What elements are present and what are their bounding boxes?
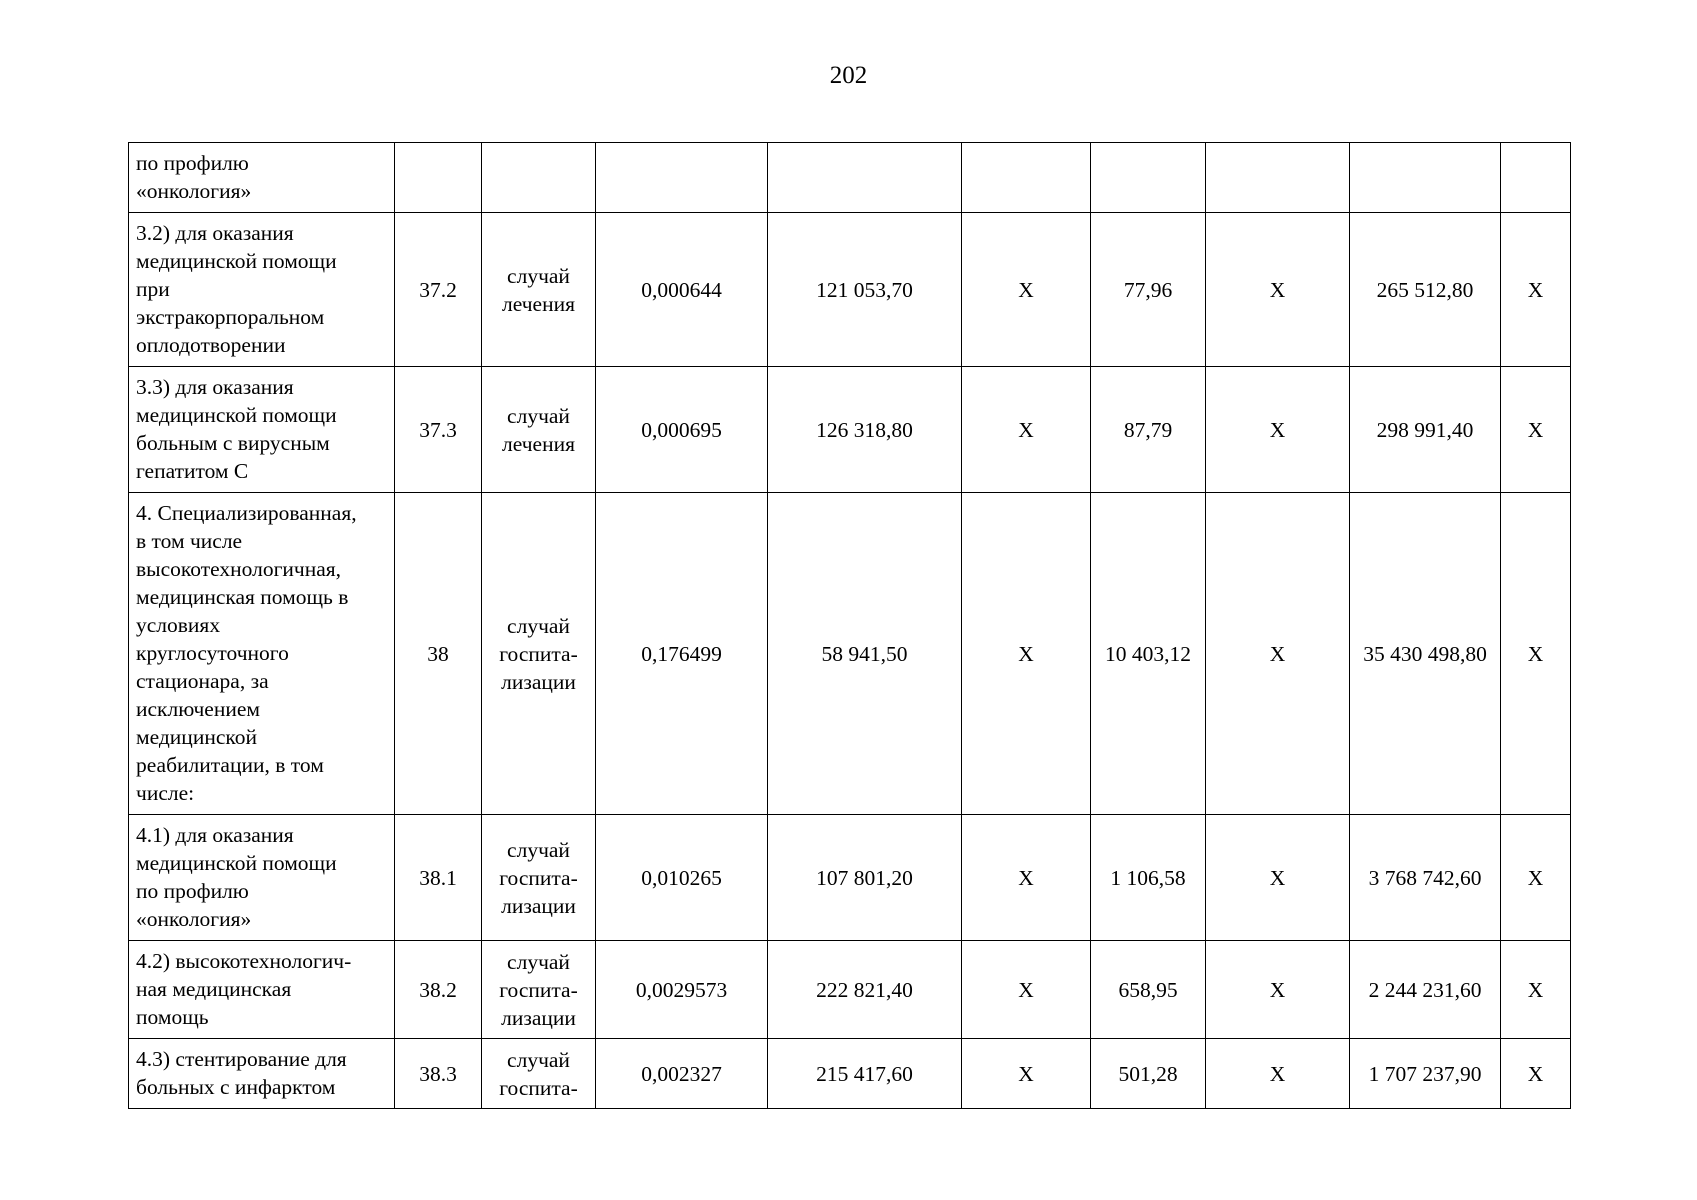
row-name-cell bbox=[129, 493, 395, 815]
cost-cell bbox=[768, 213, 962, 367]
col6-cell bbox=[962, 1039, 1091, 1109]
unit-cell-text: случай госпита- лизации bbox=[499, 949, 578, 1030]
col6-cell-text: X bbox=[1018, 641, 1034, 666]
col8-cell-text: X bbox=[1269, 865, 1286, 890]
unit-cell bbox=[482, 213, 596, 367]
col7-cell-text: 501,28 bbox=[1118, 1061, 1178, 1086]
col10-cell bbox=[1501, 143, 1571, 213]
unit-cell-text: случай госпита- лизации bbox=[499, 837, 578, 918]
col8-cell-text: X bbox=[1269, 1061, 1286, 1086]
col7-cell-text: 87,79 bbox=[1123, 417, 1173, 442]
table-row bbox=[129, 493, 1571, 815]
col10-cell bbox=[1501, 941, 1571, 1039]
unit-cell bbox=[482, 143, 596, 213]
col8-cell bbox=[1206, 143, 1350, 213]
row-name-cell-text: 4.2) высокотехнологич- ная медицинская помощь bbox=[136, 949, 352, 1029]
page-number: 202 bbox=[829, 62, 868, 89]
col7-cell-text: 1 106,58 bbox=[1110, 865, 1186, 890]
col9-cell bbox=[1350, 367, 1501, 493]
norm-cell-text: 0,176499 bbox=[641, 641, 722, 666]
row-number-cell-text: 38.1 bbox=[419, 865, 457, 890]
norm-cell bbox=[596, 941, 768, 1039]
col6-cell-text: X bbox=[1018, 277, 1034, 302]
norm-cell-text: 0,002327 bbox=[641, 1061, 722, 1086]
cost-cell-text: 107 801,20 bbox=[816, 865, 913, 890]
col8-cell bbox=[1206, 1039, 1350, 1109]
col9-cell bbox=[1350, 143, 1501, 213]
col7-cell-text: 77,96 bbox=[1123, 277, 1173, 302]
norm-cell-text: 0,0029573 bbox=[635, 977, 728, 1002]
row-number-cell-text: 38.2 bbox=[419, 977, 457, 1002]
norm-cell bbox=[596, 367, 768, 493]
cost-cell-text: 126 318,80 bbox=[816, 417, 913, 442]
col8-cell bbox=[1206, 815, 1350, 941]
col8-cell-text: X bbox=[1269, 417, 1286, 442]
col8-cell bbox=[1206, 367, 1350, 493]
col6-cell bbox=[962, 493, 1091, 815]
unit-cell bbox=[482, 1039, 596, 1109]
unit-cell bbox=[482, 941, 596, 1039]
row-name-cell-text: 3.3) для оказания медицинской помощи больным с вирусным гепатитом С bbox=[136, 375, 337, 483]
col9-cell bbox=[1350, 213, 1501, 367]
unit-cell bbox=[482, 367, 596, 493]
unit-cell-text: случай госпита- лизации bbox=[499, 613, 578, 694]
norm-cell bbox=[596, 143, 768, 213]
row-number-cell bbox=[395, 815, 482, 941]
col9-cell-text: 265 512,80 bbox=[1376, 277, 1474, 302]
row-name-cell-text: по профилю «онкология» bbox=[136, 151, 252, 203]
unit-cell-text: случай лечения bbox=[502, 403, 575, 456]
col7-cell bbox=[1091, 143, 1206, 213]
row-name-cell-text: 4. Специализированная, в том числе высокотехнологичная, медицинская помощь в условиях круглосуточного стационара, за исключением медицинской реабилитации, в том числе: bbox=[136, 501, 357, 805]
table-row bbox=[129, 143, 1571, 213]
unit-cell-text: случай госпита- bbox=[499, 1047, 578, 1100]
cost-cell bbox=[768, 367, 962, 493]
col7-cell bbox=[1091, 941, 1206, 1039]
norm-cell-text: 0,000644 bbox=[641, 277, 722, 302]
row-number-cell bbox=[395, 493, 482, 815]
row-name-cell bbox=[129, 143, 395, 213]
col7-cell-text: 658,95 bbox=[1118, 977, 1178, 1002]
unit-cell bbox=[482, 493, 596, 815]
col7-cell bbox=[1091, 1039, 1206, 1109]
col6-cell bbox=[962, 815, 1091, 941]
unit-cell-text: случай лечения bbox=[502, 263, 575, 316]
col10-cell bbox=[1501, 815, 1571, 941]
cost-cell bbox=[768, 493, 962, 815]
col9-cell bbox=[1350, 941, 1501, 1039]
col10-cell-text: X bbox=[1527, 865, 1544, 890]
col10-cell-text: X bbox=[1527, 277, 1544, 302]
col10-cell-text: X bbox=[1527, 977, 1544, 1002]
row-number-cell bbox=[395, 1039, 482, 1109]
row-number-cell bbox=[395, 213, 482, 367]
col8-cell-text: X bbox=[1269, 277, 1286, 302]
table-row bbox=[129, 941, 1571, 1039]
col6-cell bbox=[962, 213, 1091, 367]
col10-cell bbox=[1501, 367, 1571, 493]
cost-cell bbox=[768, 815, 962, 941]
col10-cell-text: X bbox=[1527, 417, 1544, 442]
col8-cell bbox=[1206, 493, 1350, 815]
col9-cell bbox=[1350, 1039, 1501, 1109]
col8-cell-text: X bbox=[1269, 641, 1286, 666]
col10-cell bbox=[1501, 493, 1571, 815]
col10-cell bbox=[1501, 1039, 1571, 1109]
norm-cell bbox=[596, 1039, 768, 1109]
norm-cell bbox=[596, 815, 768, 941]
col9-cell-text: 1 707 237,90 bbox=[1368, 1061, 1482, 1086]
row-name-cell-text: 4.3) стентирование для больных с инфарктом bbox=[136, 1047, 347, 1099]
col6-cell bbox=[962, 367, 1091, 493]
row-name-cell bbox=[129, 1039, 395, 1109]
col6-cell bbox=[962, 941, 1091, 1039]
col7-cell bbox=[1091, 367, 1206, 493]
row-number-cell-text: 38 bbox=[427, 641, 449, 666]
col6-cell-text: X bbox=[1018, 865, 1034, 890]
col9-cell-text: 2 244 231,60 bbox=[1368, 977, 1482, 1002]
table-row bbox=[129, 815, 1571, 941]
row-number-cell-text: 37.2 bbox=[419, 277, 457, 302]
table-row bbox=[129, 367, 1571, 493]
row-name-cell-text: 3.2) для оказания медицинской помощи при экстракорпоральном оплодотворении bbox=[136, 221, 337, 357]
row-number-cell-text: 37.3 bbox=[419, 417, 457, 442]
col6-cell-text: X bbox=[1018, 1061, 1034, 1086]
col8-cell-text: X bbox=[1269, 977, 1286, 1002]
norm-cell bbox=[596, 493, 768, 815]
row-name-cell bbox=[129, 941, 395, 1039]
col10-cell-text: X bbox=[1527, 1061, 1544, 1086]
row-name-cell bbox=[129, 367, 395, 493]
col7-cell bbox=[1091, 815, 1206, 941]
row-name-cell bbox=[129, 815, 395, 941]
cost-cell-text: 58 941,50 bbox=[821, 641, 908, 666]
col7-cell-text: 10 403,12 bbox=[1105, 641, 1191, 666]
row-number-cell bbox=[395, 367, 482, 493]
norm-cell-text: 0,010265 bbox=[641, 865, 722, 890]
row-number-cell bbox=[395, 941, 482, 1039]
col9-cell-text: 3 768 742,60 bbox=[1368, 865, 1482, 890]
data-table bbox=[128, 142, 1571, 1109]
col8-cell bbox=[1206, 213, 1350, 367]
norm-cell bbox=[596, 213, 768, 367]
col9-cell bbox=[1350, 815, 1501, 941]
cost-cell-text: 222 821,40 bbox=[816, 977, 913, 1002]
col8-cell bbox=[1206, 941, 1350, 1039]
col7-cell bbox=[1091, 213, 1206, 367]
unit-cell bbox=[482, 815, 596, 941]
col10-cell bbox=[1501, 213, 1571, 367]
table-row bbox=[129, 213, 1571, 367]
col9-cell-text: 35 430 498,80 bbox=[1363, 641, 1487, 666]
col9-cell bbox=[1350, 493, 1501, 815]
row-name-cell-text: 4.1) для оказания медицинской помощи по профилю «онкология» bbox=[136, 823, 337, 931]
col9-cell-text: 298 991,40 bbox=[1376, 417, 1474, 442]
row-number-cell-text: 38.3 bbox=[419, 1061, 457, 1086]
col6-cell-text: X bbox=[1018, 417, 1034, 442]
cost-cell-text: 121 053,70 bbox=[816, 277, 913, 302]
norm-cell-text: 0,000695 bbox=[641, 417, 722, 442]
col10-cell-text: X bbox=[1527, 641, 1544, 666]
col6-cell-text: X bbox=[1018, 977, 1034, 1002]
table-row bbox=[129, 1039, 1571, 1109]
table-body bbox=[129, 143, 1571, 1109]
cost-cell bbox=[768, 143, 962, 213]
col7-cell bbox=[1091, 493, 1206, 815]
row-name-cell bbox=[129, 213, 395, 367]
col6-cell bbox=[962, 143, 1091, 213]
cost-cell bbox=[768, 1039, 962, 1109]
row-number-cell bbox=[395, 143, 482, 213]
cost-cell bbox=[768, 941, 962, 1039]
cost-cell-text: 215 417,60 bbox=[816, 1061, 913, 1086]
